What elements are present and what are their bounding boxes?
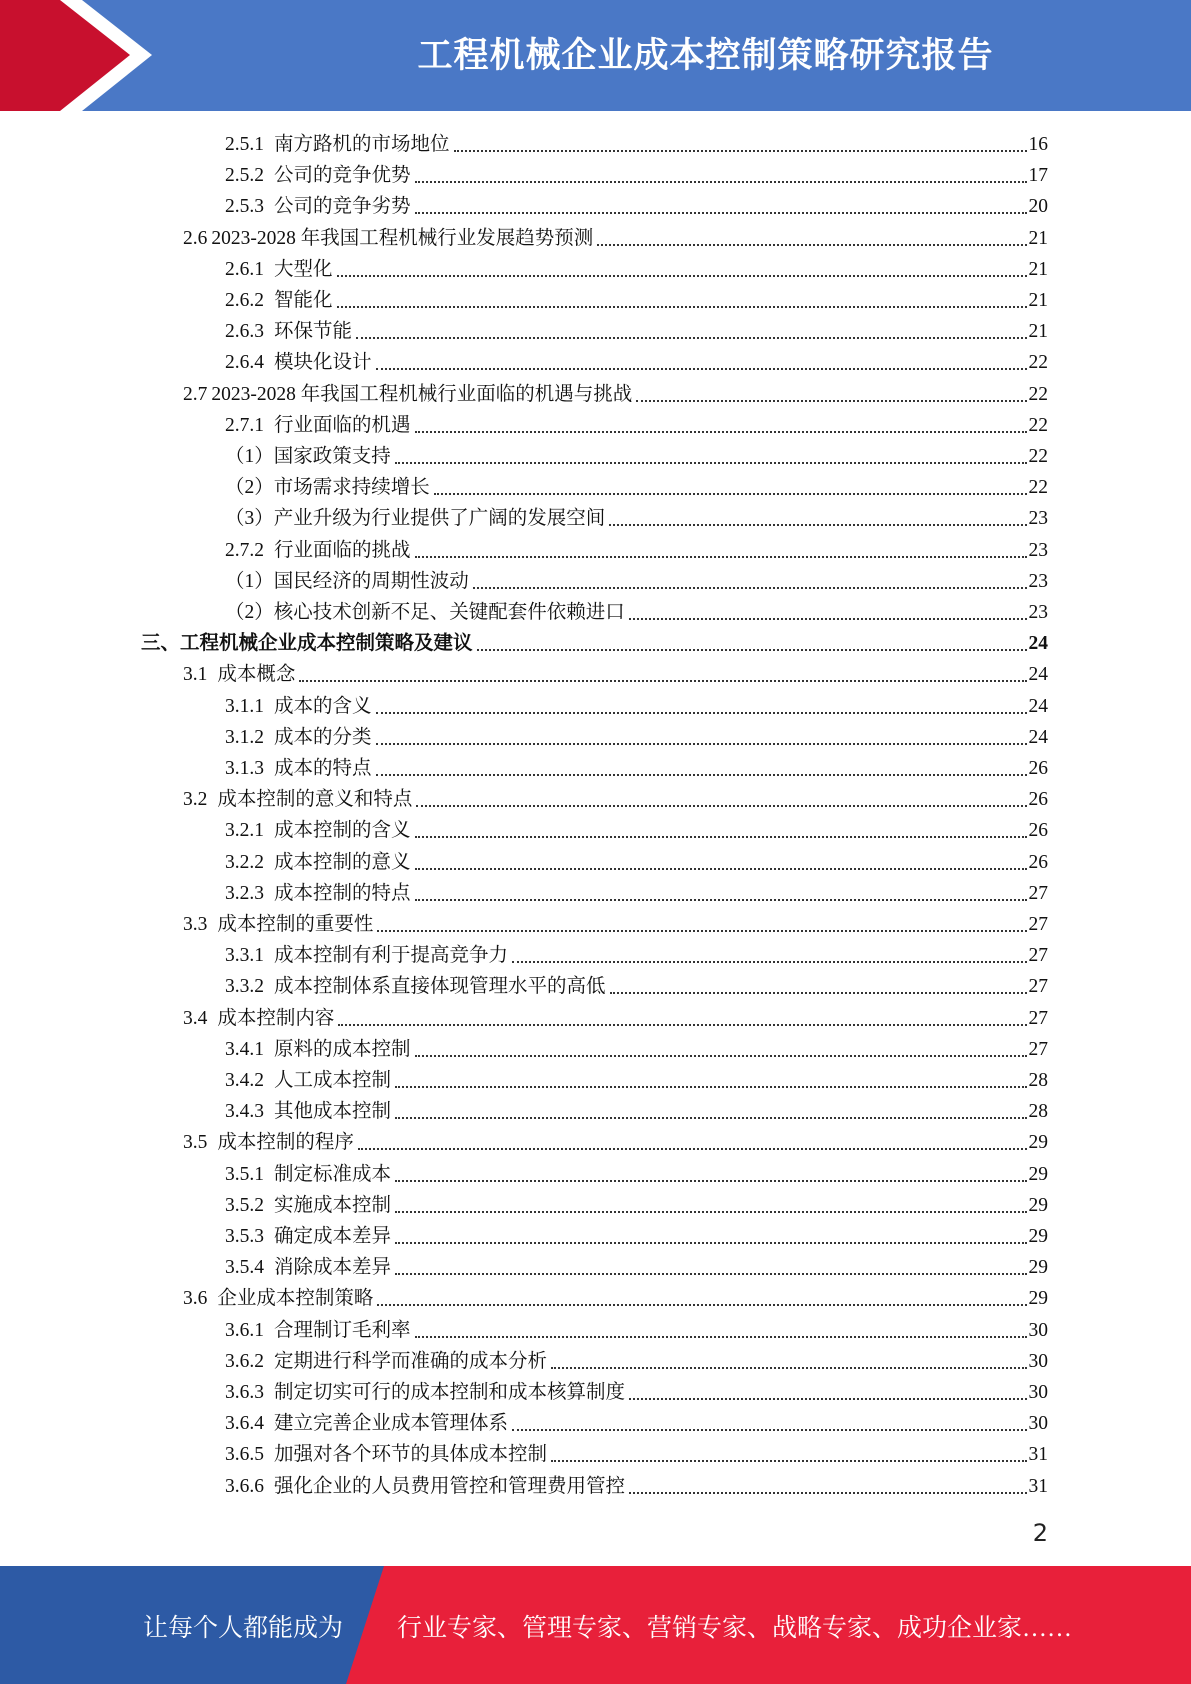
toc-entry-number: 3.6.1 (225, 1319, 264, 1341)
toc-entry[interactable] (225, 315, 1048, 345)
page-footer (0, 1566, 1191, 1684)
toc-entry-number: 3.2.2 (225, 851, 264, 873)
toc-entry-number: （1） (225, 570, 274, 592)
toc-entry-title: 南方路机的市场地位 (274, 134, 450, 155)
toc-entry[interactable] (225, 1376, 1048, 1406)
toc-entry-page: 21 (1028, 321, 1048, 343)
toc-entry-page: 24 (1028, 726, 1048, 748)
toc-entry[interactable] (225, 1189, 1048, 1219)
toc-entry[interactable] (225, 534, 1048, 564)
toc-entry-title: 成本控制的意义和特点 (217, 789, 413, 811)
toc-entry[interactable] (225, 1314, 1048, 1344)
toc-entry-page: 22 (1028, 352, 1048, 374)
toc-entry-title: 成本概念 (217, 664, 296, 686)
toc-entry[interactable] (183, 378, 1048, 408)
toc-entry-page: 17 (1028, 165, 1048, 187)
toc-entry-title: 大型化 (274, 258, 333, 280)
toc-entry-number: 3.5.4 (225, 1257, 264, 1279)
toc-dot-leader (376, 774, 1027, 776)
toc-dot-leader (395, 1086, 1026, 1088)
toc-entry-number: （2） (225, 477, 274, 499)
toc-entry-number: 3.1 (183, 664, 208, 686)
toc-entry[interactable] (225, 1064, 1048, 1094)
toc-entry-number: 3.2.3 (225, 882, 264, 904)
toc-entry-number: 3.6 (183, 1288, 208, 1310)
toc-entry-page: 29 (1028, 1226, 1048, 1247)
toc-entry[interactable] (225, 721, 1048, 751)
toc-entry-number: （1） (225, 446, 274, 467)
toc-entry[interactable] (225, 1345, 1048, 1375)
toc-entry-page: 20 (1028, 196, 1048, 218)
toc-dot-leader (415, 1336, 1027, 1338)
toc-entry-number: 3.2.1 (225, 820, 264, 842)
toc-entry[interactable] (225, 939, 1048, 969)
toc-entry-number: 3.1.2 (225, 726, 264, 748)
toc-entry-page: 28 (1028, 1101, 1048, 1123)
toc-entry-page: 27 (1028, 945, 1048, 967)
toc-entry[interactable] (225, 284, 1048, 314)
toc-dot-leader (376, 743, 1027, 745)
toc-entry-title: 环保节能 (274, 321, 353, 343)
toc-entry-page: 26 (1028, 820, 1048, 842)
toc-entry-title: 工程机械企业成本控制策略及建议 (180, 633, 473, 655)
toc-entry-page: 28 (1028, 1070, 1048, 1091)
toc-entry[interactable] (183, 908, 1048, 938)
toc-dot-leader (473, 587, 1027, 589)
toc-entry-title: 消除成本差异 (274, 1257, 392, 1279)
toc-entry-page: 21 (1028, 227, 1048, 249)
toc-entry[interactable] (183, 783, 1048, 813)
toc-dot-leader (636, 400, 1026, 402)
toc-entry-title: 原料的成本控制 (274, 1038, 411, 1060)
toc-dot-leader (415, 868, 1027, 870)
toc-dot-leader (358, 1148, 1027, 1150)
toc-entry-page: 31 (1028, 1475, 1048, 1497)
toc-entry[interactable] (225, 877, 1048, 907)
toc-entry-title: 成本控制的程序 (217, 1132, 354, 1154)
toc-entry-page: 27 (1028, 882, 1048, 904)
toc-entry[interactable] (225, 596, 1048, 626)
toc-dot-leader (551, 1460, 1026, 1462)
toc-dot-leader (512, 961, 1026, 963)
toc-entry-number: 3.6.5 (225, 1444, 264, 1466)
toc-entry-title: 成本的特点 (274, 758, 372, 779)
toc-entry-page: 23 (1028, 539, 1048, 561)
toc-entry[interactable] (225, 253, 1048, 283)
toc-dot-leader (415, 431, 1027, 433)
toc-entry-title: 成本的分类 (274, 726, 372, 748)
toc-entry-page: 24 (1028, 695, 1048, 717)
toc-entry-page: 27 (1028, 914, 1048, 935)
toc-dot-leader (416, 805, 1026, 807)
toc-entry[interactable] (225, 1095, 1048, 1125)
toc-entry-number: 2.7.1 (225, 414, 264, 436)
toc-entry[interactable] (225, 1033, 1048, 1063)
toc-dot-leader (395, 1211, 1026, 1213)
toc-entry-title: 合理制订毛利率 (274, 1319, 411, 1341)
toc-entry-title: 成本控制体系直接体现管理水平的高低 (274, 976, 606, 998)
toc-entry[interactable] (225, 1470, 1048, 1500)
toc-dot-leader (415, 556, 1027, 558)
toc-entry-title: 模块化设计 (274, 352, 372, 374)
toc-entry-number: （3） (225, 508, 274, 530)
toc-entry-page: 27 (1028, 976, 1048, 998)
toc-entry-number: 3.1.1 (225, 695, 264, 717)
page-number: 2 (1032, 1519, 1048, 1547)
toc-entry-page: 30 (1028, 1382, 1048, 1403)
toc-entry[interactable] (225, 346, 1048, 376)
toc-entry-number: 3.2 (183, 789, 208, 811)
toc-entry-page: 24 (1028, 664, 1048, 686)
toc-entry-title: 2023-2028 年我国工程机械行业面临的机遇与挑战 (211, 383, 633, 405)
toc-entry-number: 3.1.3 (225, 758, 264, 779)
toc-entry-page: 22 (1028, 446, 1048, 467)
toc-entry[interactable] (225, 159, 1048, 189)
toc-entry-title: 行业面临的机遇 (274, 414, 411, 436)
toc-entry-page: 26 (1028, 851, 1048, 873)
toc-dot-leader (337, 306, 1027, 308)
toc-entry[interactable] (183, 1282, 1048, 1312)
toc-entry-number: 3.6.4 (225, 1413, 264, 1435)
toc-dot-leader (395, 1180, 1026, 1182)
toc-entry-title: 成本的含义 (274, 695, 372, 717)
toc-entry-page: 29 (1028, 1163, 1048, 1185)
toc-entry[interactable] (225, 1251, 1048, 1281)
toc-entry-page: 30 (1028, 1413, 1048, 1435)
toc-entry-page: 22 (1028, 383, 1048, 405)
toc-entry[interactable] (183, 1002, 1048, 1032)
toc-dot-leader (415, 899, 1027, 901)
toc-dot-leader (376, 368, 1027, 370)
toc-entry-title: 成本控制有利于提高竞争力 (274, 945, 509, 967)
toc-entry-page: 29 (1028, 1257, 1048, 1279)
toc-entry[interactable] (225, 1158, 1048, 1188)
toc-entry-page: 22 (1028, 414, 1048, 436)
toc-entry-title: 制定标准成本 (274, 1163, 392, 1185)
toc-entry-title: 建立完善企业成本管理体系 (274, 1413, 509, 1435)
toc-entry-page: 27 (1028, 1038, 1048, 1060)
footer-slogan-left: 让每个人都能成为 (143, 1615, 344, 1642)
toc-dot-leader (415, 181, 1027, 183)
toc-entry-number: 3.5.2 (225, 1194, 264, 1216)
toc-entry-page: 21 (1028, 258, 1048, 280)
toc-entry-number: 三、 (141, 633, 181, 655)
toc-entry-title: 国家政策支持 (273, 446, 391, 467)
toc-entry-number: 3.6.3 (225, 1382, 264, 1403)
toc-dot-leader (415, 212, 1027, 214)
toc-entry-title: 产业升级为行业提供了广阔的发展空间 (273, 508, 606, 530)
toc-entry[interactable] (225, 128, 1048, 158)
toc-entry-title: 成本控制的意义 (274, 851, 411, 873)
toc-entry[interactable] (183, 658, 1048, 688)
toc-entry-title: 实施成本控制 (274, 1194, 392, 1216)
toc-entry[interactable] (225, 190, 1048, 220)
toc-dot-leader (415, 1055, 1027, 1057)
toc-entry-page: 26 (1028, 758, 1048, 779)
header-red-chevron (0, 0, 150, 111)
toc-entry-page: 24 (1028, 633, 1048, 655)
toc-dot-leader (629, 1492, 1026, 1494)
toc-entry-page: 30 (1028, 1350, 1048, 1372)
report-title: 工程机械企业成本控制策略研究报告 (417, 36, 994, 76)
toc-entry-title: 确定成本差异 (274, 1226, 392, 1247)
toc-entry-number: 3.3.1 (225, 945, 264, 967)
toc-entry-number: 2.5.3 (225, 196, 264, 218)
toc-dot-leader (551, 1367, 1026, 1369)
toc-entry-number: 2.7.2 (225, 539, 264, 561)
toc-entry-number: 3.5.1 (225, 1163, 264, 1185)
toc-dot-leader (629, 618, 1027, 620)
toc-entry[interactable] (225, 565, 1048, 595)
footer-slogan-right: 行业专家、管理专家、营销专家、战略专家、成功企业家…… (397, 1615, 1073, 1642)
toc-dot-leader (395, 1242, 1026, 1244)
toc-dot-leader (609, 524, 1026, 526)
toc-dot-leader (610, 992, 1027, 994)
toc-entry[interactable] (225, 471, 1048, 501)
toc-entry-page: 23 (1028, 570, 1048, 592)
toc-entry-number: 3.3 (183, 914, 208, 935)
toc-entry-title: 制定切实可行的成本控制和成本核算制度 (274, 1382, 626, 1403)
toc-dot-leader (356, 337, 1026, 339)
toc-entry-title: 市场需求持续增长 (273, 477, 430, 499)
toc-entry-page: 16 (1028, 134, 1048, 155)
toc-entry-number: 2.6.2 (225, 290, 264, 311)
toc-dot-leader (337, 275, 1027, 277)
toc-entry-number: 2.5.1 (225, 134, 264, 155)
toc-entry-number: 2.5.2 (225, 165, 264, 187)
toc-entry[interactable] (225, 752, 1048, 782)
toc-dot-leader (512, 1429, 1026, 1431)
toc-entry-title: 公司的竞争劣势 (274, 196, 411, 218)
toc-entry-title: 成本控制的特点 (274, 882, 411, 904)
toc-dot-leader (299, 680, 1026, 682)
toc-entry-title: 其他成本控制 (274, 1101, 392, 1123)
toc-entry-title: 核心技术创新不足、关键配套件依赖进口 (273, 602, 625, 623)
toc-entry-page: 31 (1028, 1444, 1048, 1466)
toc-dot-leader (629, 1398, 1026, 1400)
toc-entry[interactable] (225, 970, 1048, 1000)
toc-entry-number: 3.6.6 (225, 1475, 264, 1497)
toc-dot-leader (376, 712, 1027, 714)
toc-dot-leader (434, 493, 1027, 495)
toc-entry-number: 3.5 (183, 1132, 208, 1154)
toc-entry-number: 2.6.4 (225, 352, 264, 374)
toc-entry[interactable] (225, 690, 1048, 720)
toc-entry-number: 3.6.2 (225, 1350, 264, 1372)
toc-entry-title: 国民经济的周期性波动 (273, 570, 469, 592)
toc-entry-title: 行业面临的挑战 (274, 539, 411, 561)
toc-dot-leader (415, 836, 1027, 838)
toc-entry[interactable] (183, 222, 1048, 252)
toc-dot-leader (395, 1273, 1026, 1275)
toc-entry-number: 3.5.3 (225, 1226, 264, 1247)
toc-dot-leader (377, 1304, 1026, 1306)
toc-entry-number: （2） (225, 602, 274, 623)
toc-entry-title: 智能化 (274, 290, 333, 311)
toc-entry-title: 成本控制的含义 (274, 820, 411, 842)
toc-entry-number: 3.4.1 (225, 1038, 264, 1060)
toc-entry-title: 加强对各个环节的具体成本控制 (274, 1444, 548, 1466)
toc-dot-leader (454, 150, 1027, 152)
toc-entry-title: 企业成本控制策略 (217, 1288, 374, 1310)
toc-entry-number: 2.6 (183, 227, 208, 249)
toc-entry-number: 3.4.2 (225, 1070, 264, 1091)
toc-entry[interactable] (225, 1220, 1048, 1250)
toc-entry-number: 3.4.3 (225, 1101, 264, 1123)
page-header (0, 0, 1191, 111)
toc-entry[interactable] (225, 846, 1048, 876)
toc-entry[interactable] (225, 1438, 1048, 1468)
toc-entry-title: 定期进行科学而准确的成本分析 (274, 1350, 548, 1372)
toc-entry-number: 3.4 (183, 1007, 208, 1029)
toc-entry-number: 2.7 (183, 383, 208, 405)
toc-entry-title: 强化企业的人员费用管控和管理费用管控 (274, 1475, 626, 1497)
toc-entry[interactable] (225, 502, 1048, 532)
toc-entry-title: 2023-2028 年我国工程机械行业发展趋势预测 (211, 227, 594, 249)
toc-entry-number: 2.6.1 (225, 258, 264, 280)
toc-entry-page: 21 (1028, 290, 1048, 311)
toc-entry-page: 29 (1028, 1288, 1048, 1310)
toc-entry-page: 23 (1028, 508, 1048, 530)
toc-entry-page: 26 (1028, 789, 1048, 811)
toc-entry-title: 公司的竞争优势 (274, 165, 411, 187)
toc-entry-page: 29 (1028, 1132, 1048, 1154)
toc-entry-page: 30 (1028, 1319, 1048, 1341)
toc-dot-leader (477, 649, 1027, 651)
toc-entry[interactable] (225, 814, 1048, 844)
toc-entry-page: 29 (1028, 1194, 1048, 1216)
toc-dot-leader (377, 930, 1026, 932)
toc-entry[interactable] (225, 409, 1048, 439)
toc-entry[interactable] (141, 627, 1048, 657)
toc-entry-title: 人工成本控制 (274, 1070, 392, 1091)
toc-entry-number: 2.6.3 (225, 321, 264, 343)
toc-dot-leader (395, 462, 1027, 464)
toc-entry[interactable] (225, 1407, 1048, 1437)
toc-entry-title: 成本控制内容 (217, 1007, 335, 1029)
toc-dot-leader (597, 244, 1026, 246)
toc-entry-page: 23 (1028, 602, 1048, 623)
toc-dot-leader (338, 1024, 1026, 1026)
toc-entry-page: 27 (1028, 1007, 1048, 1029)
toc-entry-page: 22 (1028, 477, 1048, 499)
toc-entry-number: 3.3.2 (225, 976, 264, 998)
toc-dot-leader (395, 1117, 1026, 1119)
toc-entry[interactable] (183, 1126, 1048, 1156)
toc-entry-title: 成本控制的重要性 (217, 914, 374, 935)
toc-entry[interactable] (225, 440, 1048, 470)
